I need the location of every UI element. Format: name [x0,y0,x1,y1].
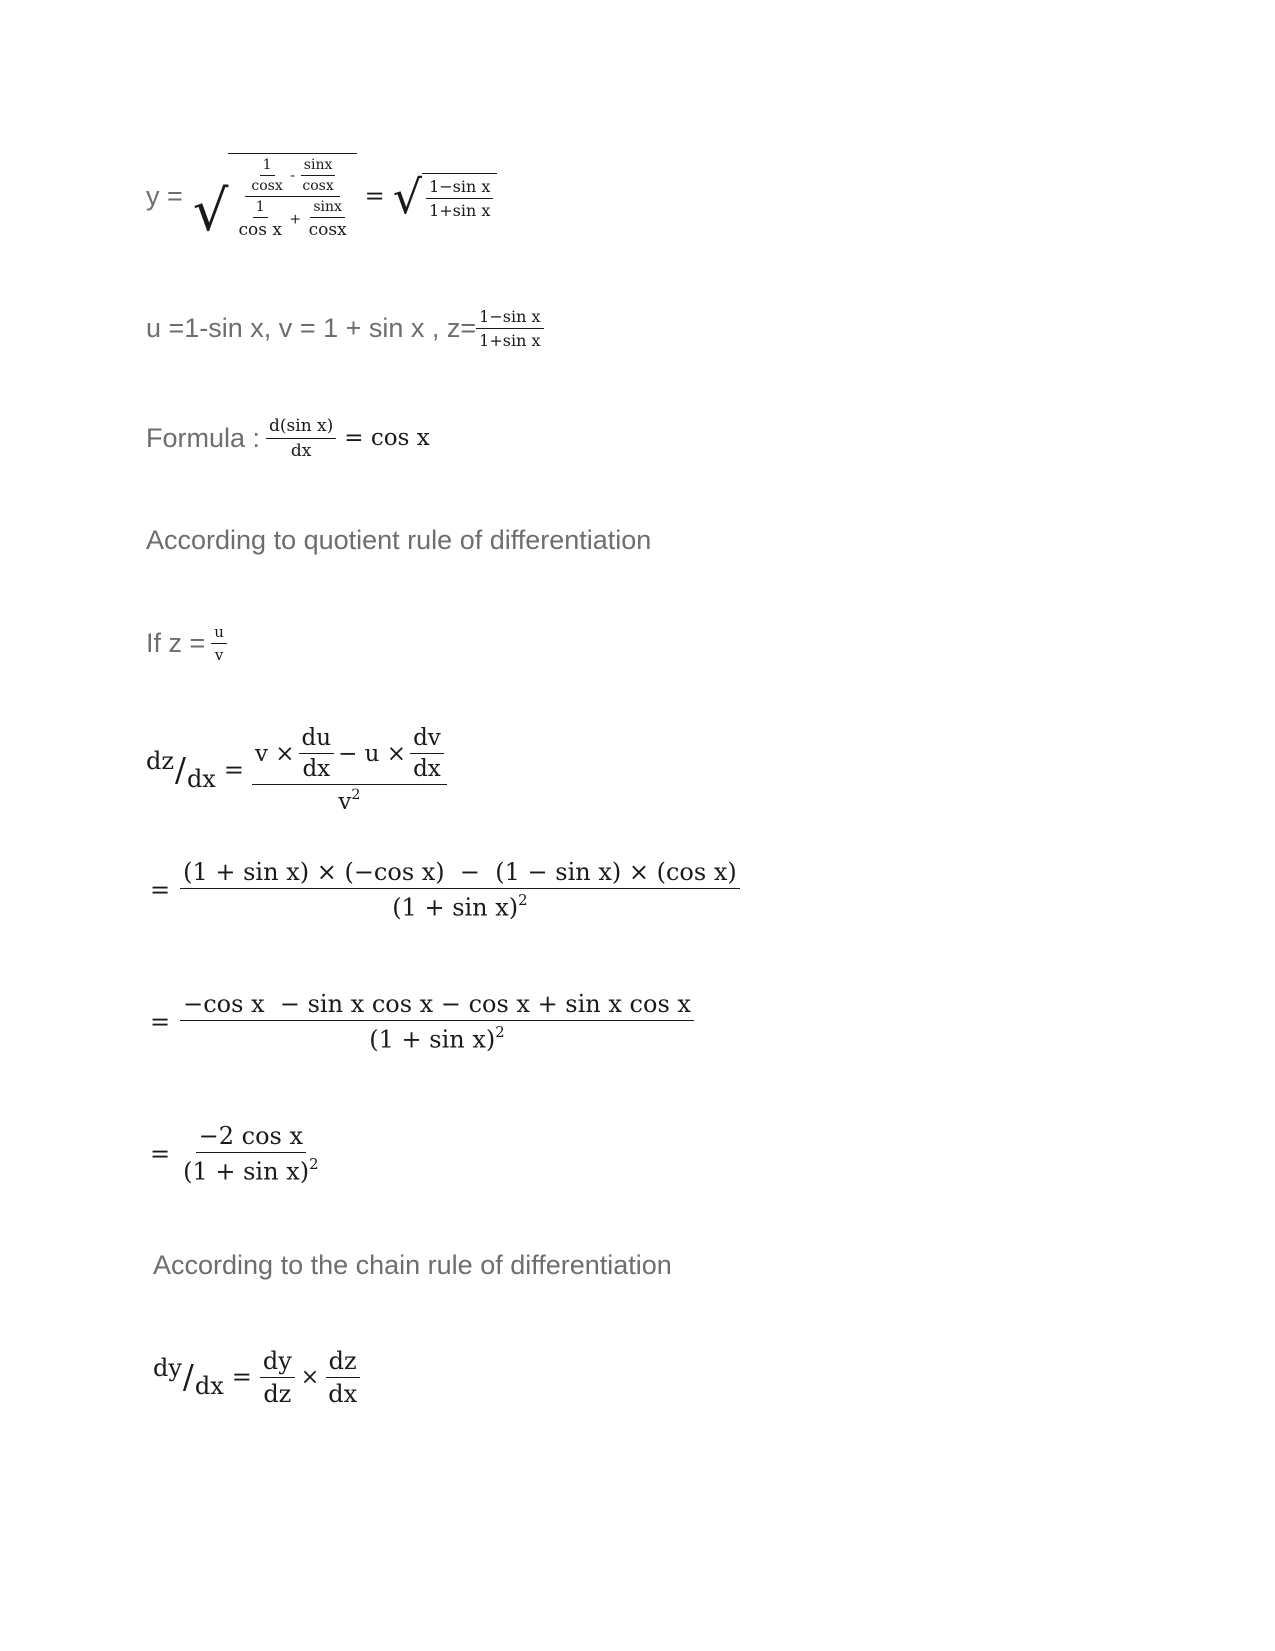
dy-dx-lhs: dy / dx [153,1354,224,1400]
derivative-sin-fraction: $\frac{\text{d(sin x)}}{dx}$ [266,416,336,461]
equation-y-definition [146,150,497,242]
dz-dx-lhs: dz / dx [146,747,216,793]
square-root-left [192,153,357,244]
quotient-fraction: v × $\frac{du}{dx}$ − u × $\frac{dv}{dx}$ $v^2$ [252,725,447,815]
square-root-right: √ $\frac{\text{1−sin x}}{\text{1+sin x}}$ [393,173,498,220]
formula-line [146,410,430,466]
compound-fraction: $\frac{1}{\cos x}$ - $\frac{\sin x}{\cos x}$ $\frac{1}{\text{cos x}}$ + $\frac{\sin x}{\cos x}$ [238,156,347,240]
step-1-expansion: = $\frac{\text{(1 + sin x) × (−cos x) − (1 − sin x) × (cos x)}}{(1 + \sin x)^2}$ [150,848,740,932]
formula-rhs: = cos x [344,425,430,451]
y-equals: y = [146,180,183,211]
substitution-line [146,300,544,356]
radical-sign-icon: √ [392,169,423,224]
z-fraction: $\frac{\text{1−sin x}}{\text{1+sin x}}$ [476,307,543,350]
step-3-result: = $\frac{\text{−2 cos x}}{(1 + \sin x)^2}$ [150,1122,319,1186]
quotient-rule-formula: dz / dx = v × $\frac{du}{dx}$ − u × $\frac{dv}{dx}$ $v^2$ [146,725,447,815]
chain-rule-heading: According to the chain rule of differentiation [153,1250,672,1280]
u-over-v-fraction: $\frac{u}{v}$ [211,623,227,664]
step-2-simplify: = $\frac{\text{−cos x − sin x cos x − cos x + sin x cos x}}{(1 + \sin x)^2}$ [150,980,694,1064]
equals-sign: = [364,182,385,210]
chain-rule-formula: dy / dx = $\frac{dy}{dz}$ × $\frac{dz}{dx}$ [153,1340,360,1414]
if-z-label: If z = [146,627,206,658]
radical-sign-icon: √ [192,178,229,244]
if-z-line [146,620,227,666]
formula-label: Formula : [146,422,261,453]
quotient-rule-heading: According to quotient rule of differentiation [146,525,652,555]
substitution-text: u =1-sin x, v = 1 + sin x , z= [146,312,477,343]
